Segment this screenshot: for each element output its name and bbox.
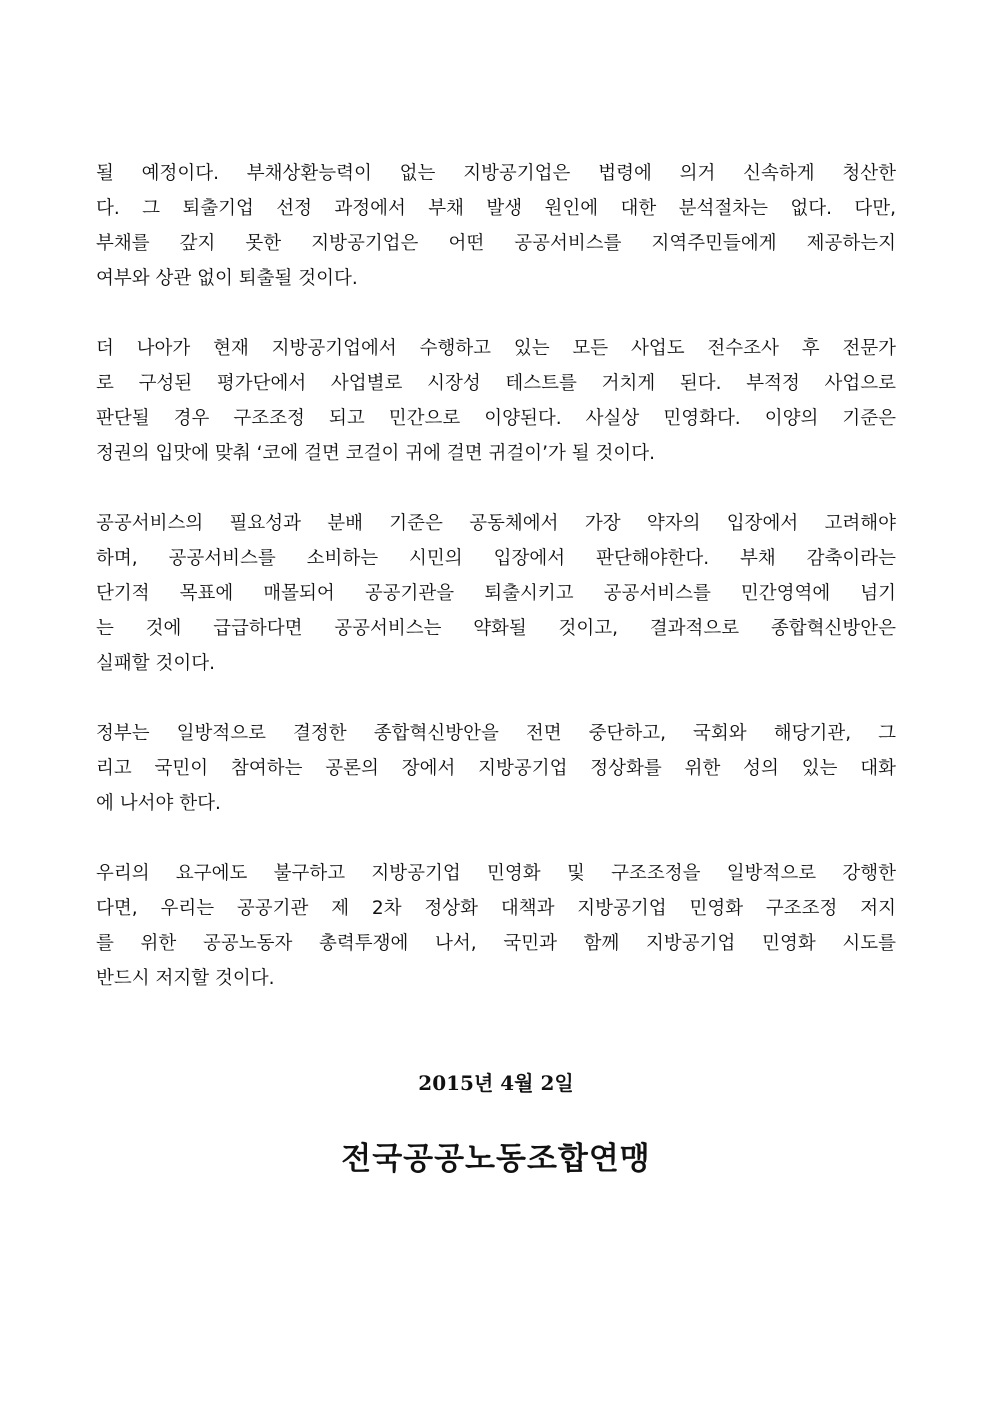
text-line: 로 구성된 평가단에서 사업별로 시장성 테스트를 거치게 된다. 부적정 사업으로: [96, 373, 896, 394]
text-line: 판단될 경우 구조조정 되고 민간으로 이양된다. 사실상 민영화다. 이양의 기준은: [96, 408, 896, 429]
paragraph-2: [96, 331, 896, 471]
statement-date: 2015년 4월 2일: [418, 1071, 574, 1095]
paragraph-5: [96, 856, 896, 996]
paragraph-1: [96, 156, 896, 296]
text-line: 하며, 공공서비스를 소비하는 시민의 입장에서 판단해야한다. 부채 감축이라는: [96, 548, 896, 569]
text-line: 정권의 입맛에 맞춰 ‘코에 걸면 코걸이 귀에 걸면 귀걸이’가 될 것이다.: [96, 443, 655, 464]
text-line: 에 나서야 한다.: [96, 793, 221, 814]
text-line: 단기적 목표에 매몰되어 공공기관을 퇴출시키고 공공서비스를 민간영역에 넘기: [96, 583, 896, 604]
statement-body: [96, 156, 896, 1031]
text-line: 는 것에 급급하다면 공공서비스는 약화될 것이고, 결과적으로 종합혁신방안은: [96, 618, 896, 639]
text-line: 반드시 저지할 것이다.: [96, 968, 275, 989]
text-line: 다. 그 퇴출기업 선정 과정에서 부채 발생 원인에 대한 분석절차는 없다. 다만,: [96, 198, 896, 219]
text-line: 다면, 우리는 공공기관 제 2차 정상화 대책과 지방공기업 민영화 구조조정 저지: [96, 898, 896, 919]
text-line: 공공서비스의 필요성과 분배 기준은 공동체에서 가장 약자의 입장에서 고려해야: [96, 513, 896, 534]
paragraph-3: [96, 506, 896, 681]
text-line: 리고 국민이 참여하는 공론의 장에서 지방공기업 정상화를 위한 성의 있는 대화: [96, 758, 896, 779]
text-line: 더 나아가 현재 지방공기업에서 수행하고 있는 모든 사업도 전수조사 후 전문가: [96, 338, 896, 359]
text-line: 부채를 갚지 못한 지방공기업은 어떤 공공서비스를 지역주민들에게 제공하는지: [96, 233, 896, 254]
text-line: 를 위한 공공노동자 총력투쟁에 나서, 국민과 함께 지방공기업 민영화 시도를: [96, 933, 896, 954]
text-line: 여부와 상관 없이 퇴출될 것이다.: [96, 268, 358, 289]
text-line: 실패할 것이다.: [96, 653, 215, 674]
text-line: 정부는 일방적으로 결정한 종합혁신방안을 전면 중단하고, 국회와 해당기관, 그: [96, 723, 896, 744]
text-line: 될 예정이다. 부채상환능력이 없는 지방공기업은 법령에 의거 신속하게 청산한: [96, 163, 896, 184]
paragraph-4: [96, 716, 896, 821]
text-line: 우리의 요구에도 불구하고 지방공기업 민영화 및 구조조정을 일방적으로 강행한: [96, 863, 896, 884]
organization-name: 전국공공노동조합연맹: [341, 1141, 651, 1177]
